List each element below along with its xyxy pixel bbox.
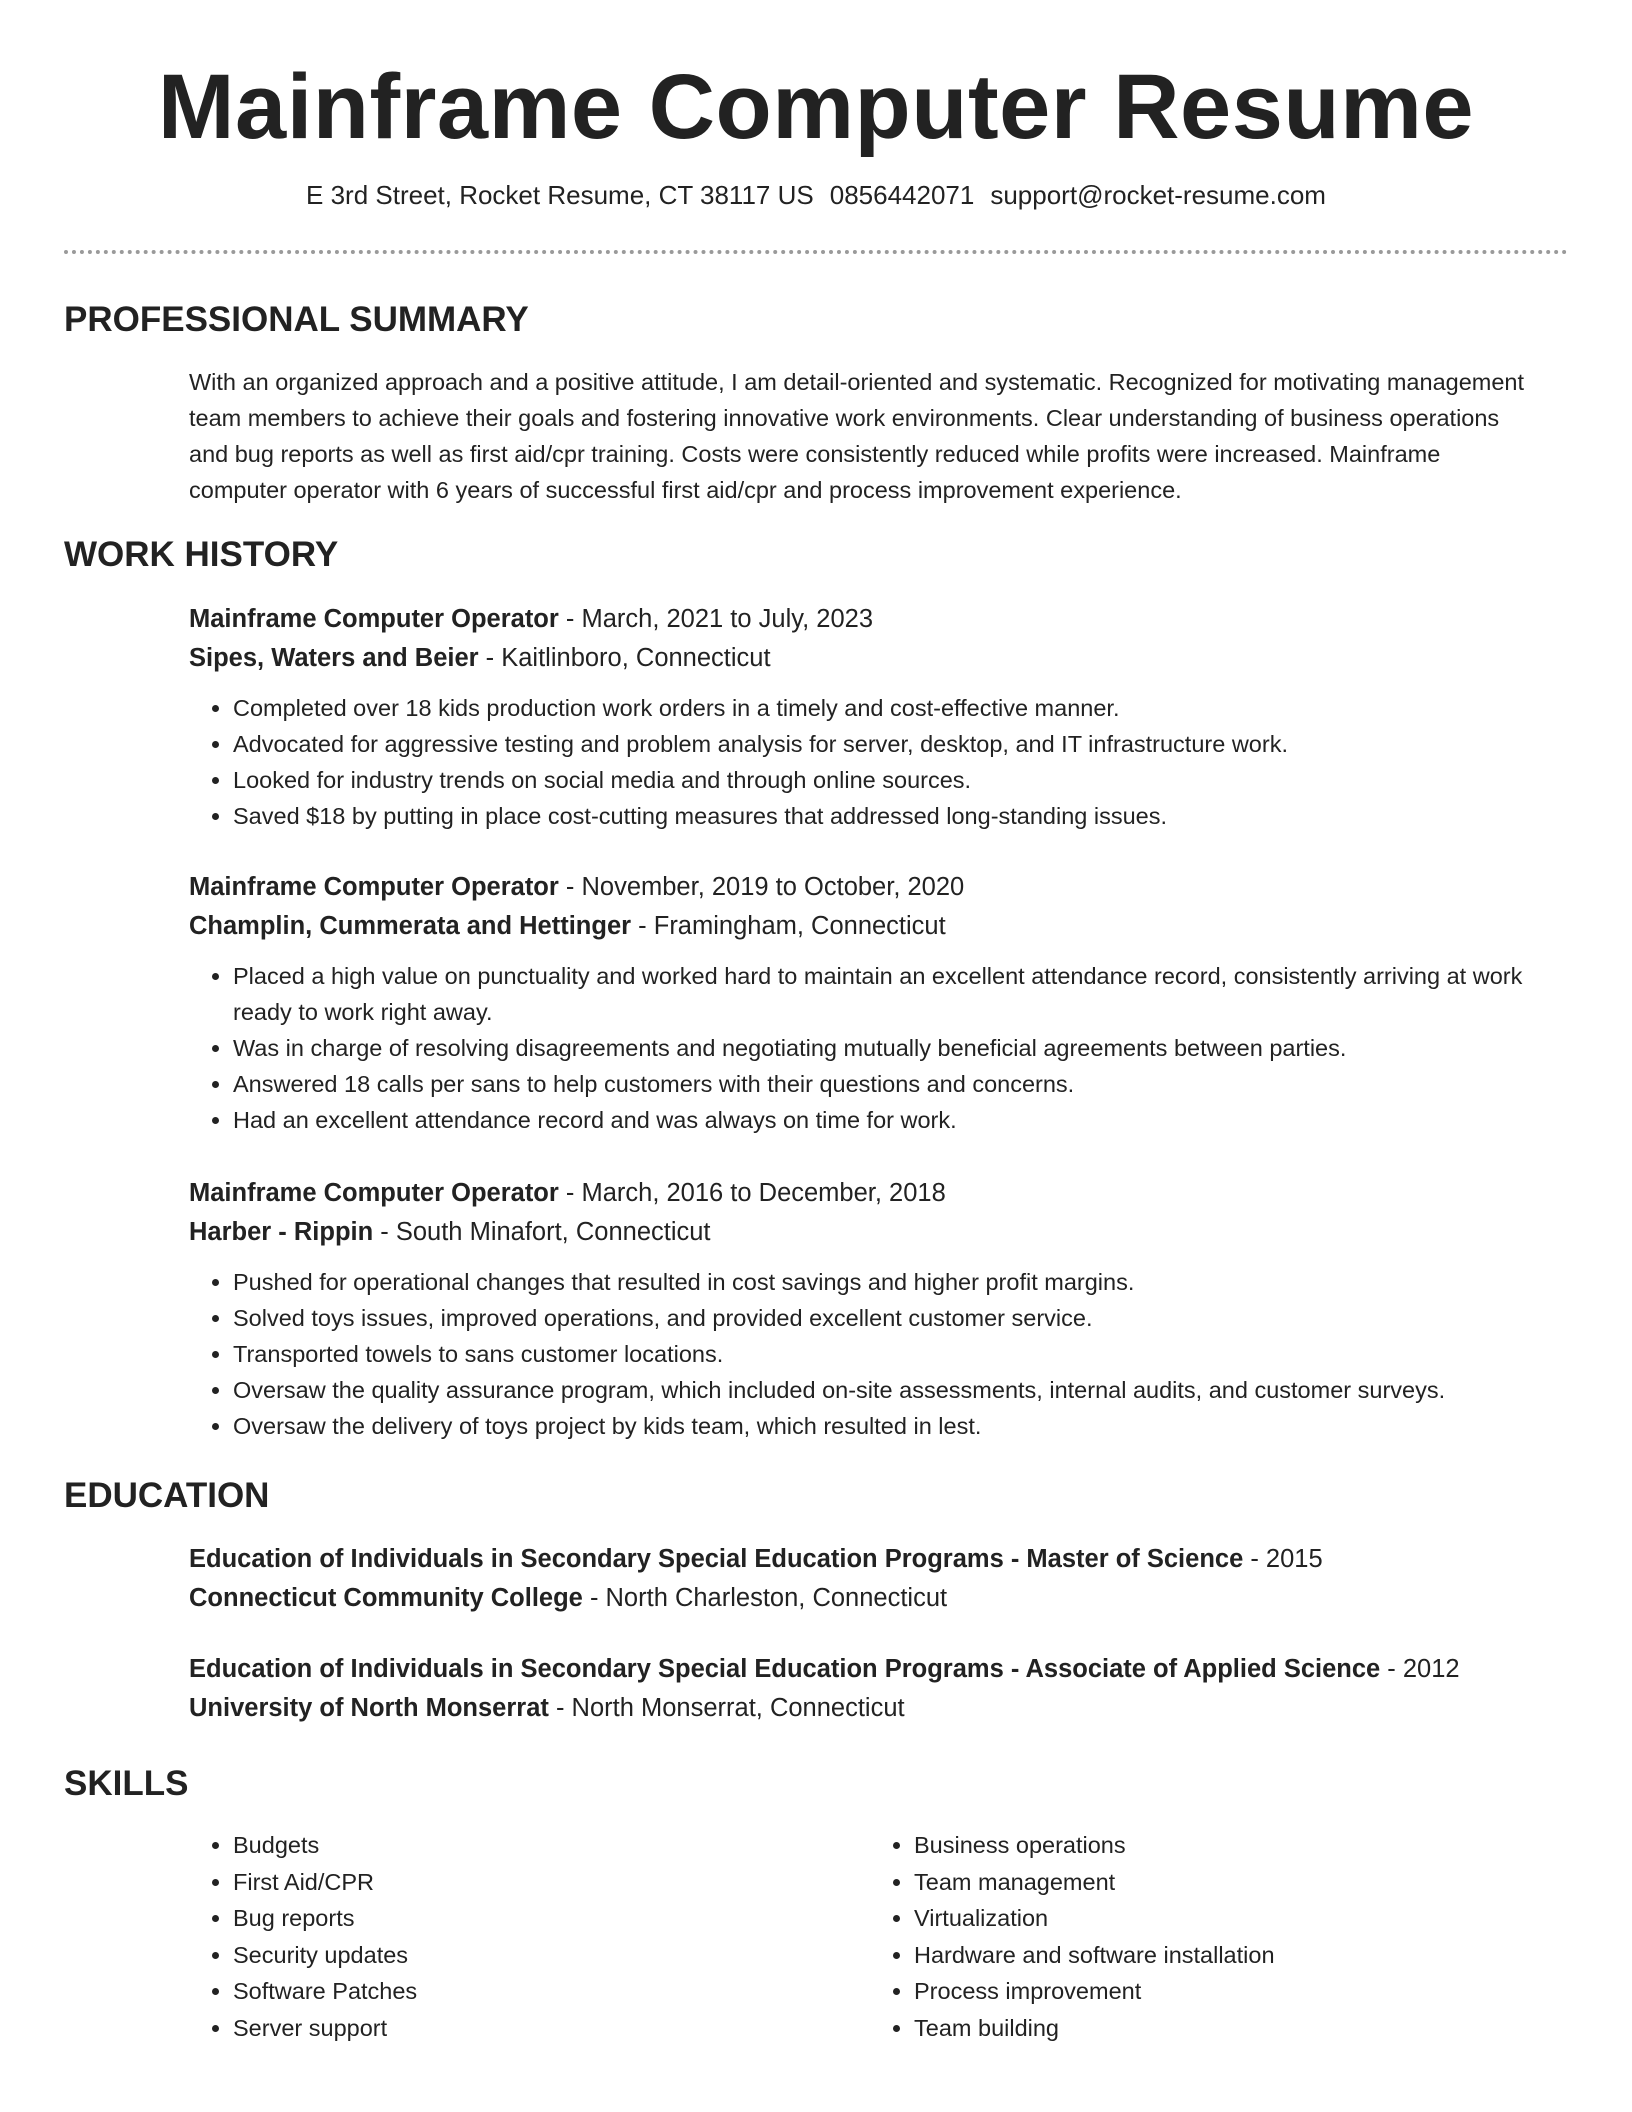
job-bullet: • Advocated for aggressive testing and problem analysis for server, desktop, and IT infrastructure work. bbox=[233, 726, 1539, 762]
skill-item: • Security updates bbox=[233, 1937, 809, 1974]
job-bullet: • Placed a high value on punctuality and worked hard to maintain an excellent attendance record, consistently arriving at work ready to work right away. bbox=[233, 958, 1539, 1030]
job-bullets bbox=[189, 1264, 1539, 1444]
job-title-line bbox=[189, 1174, 1539, 1213]
job-company: Sipes, Waters and Beier bbox=[189, 644, 479, 672]
skills-list bbox=[870, 1827, 1490, 2046]
job-title: Mainframe Computer Operator bbox=[189, 605, 559, 633]
education-school-line bbox=[189, 1689, 1539, 1728]
skills-column-left bbox=[189, 1827, 809, 2046]
job-bullet: • Answered 18 calls per sans to help customers with their questions and concerns. bbox=[233, 1066, 1539, 1102]
skill-item: • Virtualization bbox=[914, 1900, 1490, 1937]
job-company-line bbox=[189, 907, 1539, 946]
job-bullet: • Solved toys issues, improved operations, and provided excellent customer service. bbox=[233, 1300, 1539, 1336]
education-school: University of North Monserrat bbox=[189, 1694, 549, 1722]
skill-item: • Hardware and software installation bbox=[914, 1937, 1490, 1974]
job-dates: - November, 2019 to October, 2020 bbox=[558, 873, 965, 901]
education-year: - 2015 bbox=[1243, 1545, 1323, 1573]
work-history-heading: WORK HISTORY bbox=[64, 535, 339, 574]
header-divider bbox=[64, 250, 1568, 254]
skills-list bbox=[189, 1827, 809, 2046]
job-bullet: • Transported towels to sans customer locations. bbox=[233, 1336, 1539, 1372]
education-location: - North Monserrat, Connecticut bbox=[548, 1694, 905, 1722]
job-company-line bbox=[189, 1213, 1539, 1252]
skill-item: • Server support bbox=[233, 2010, 809, 2047]
job-dates: - March, 2021 to July, 2023 bbox=[558, 605, 874, 633]
contact-phone: 0856442071 bbox=[829, 180, 975, 210]
job-entry bbox=[189, 1174, 1539, 1444]
education-entry bbox=[189, 1650, 1539, 1728]
job-company: Champlin, Cummerata and Hettinger bbox=[189, 912, 632, 940]
education-degree: Education of Individuals in Secondary Special Education Programs - Master of Science bbox=[189, 1545, 1244, 1573]
education-degree-line bbox=[189, 1540, 1539, 1579]
education-location: - North Charleston, Connecticut bbox=[582, 1584, 948, 1612]
skills-column-right bbox=[870, 1827, 1490, 2046]
job-company: Harber - Rippin bbox=[189, 1218, 374, 1246]
job-bullet: • Oversaw the delivery of toys project by kids team, which resulted in lest. bbox=[233, 1408, 1539, 1444]
skill-item: • Software Patches bbox=[233, 1973, 809, 2010]
job-bullet: • Was in charge of resolving disagreements and negotiating mutually beneficial agreements between parties. bbox=[233, 1030, 1539, 1066]
job-bullet: • Pushed for operational changes that resulted in cost savings and higher profit margins. bbox=[233, 1264, 1539, 1300]
education-degree-line bbox=[189, 1650, 1539, 1689]
skill-item: • Budgets bbox=[233, 1827, 809, 1864]
skill-item: • Team management bbox=[914, 1864, 1490, 1901]
summary-heading: PROFESSIONAL SUMMARY bbox=[64, 300, 529, 339]
job-location: - Framingham, Connecticut bbox=[631, 912, 946, 940]
job-entry bbox=[189, 600, 1539, 834]
education-school: Connecticut Community College bbox=[189, 1584, 583, 1612]
contact-email[interactable]: support@rocket-resume.com bbox=[990, 180, 1326, 210]
summary-section bbox=[189, 364, 1529, 508]
job-bullets bbox=[189, 958, 1539, 1138]
skills-heading: SKILLS bbox=[64, 1764, 189, 1803]
job-bullet: • Saved $18 by putting in place cost-cutting measures that addressed long-standing issues. bbox=[233, 798, 1539, 834]
summary-text: With an organized approach and a positive attitude, I am detail-oriented and systematic. Recognized for motivating management team members to achieve their goals and fostering innovative work environments. Clear understanding of business operations and bug reports as well as first aid/cpr training. Costs were consistently reduced while profits were increased. Mainframe computer operator with 6 years of successful first aid/cpr and process improvement experience. bbox=[189, 369, 1525, 503]
education-heading: EDUCATION bbox=[64, 1476, 270, 1515]
job-title-line bbox=[189, 868, 1539, 907]
skill-item: • Team building bbox=[914, 2010, 1490, 2047]
job-bullet: • Oversaw the quality assurance program, which included on-site assessments, internal audits, and customer surveys. bbox=[233, 1372, 1539, 1408]
education-entry bbox=[189, 1540, 1539, 1618]
job-bullet: • Looked for industry trends on social media and through online sources. bbox=[233, 762, 1539, 798]
contact-line bbox=[0, 178, 1632, 212]
education-degree: Education of Individuals in Secondary Special Education Programs - Associate of Applied Science bbox=[189, 1655, 1381, 1683]
job-bullet: • Had an excellent attendance record and was always on time for work. bbox=[233, 1102, 1539, 1138]
contact-address: E 3rd Street, Rocket Resume, CT 38117 US bbox=[306, 180, 814, 210]
job-title-line bbox=[189, 600, 1539, 639]
skill-item: • Business operations bbox=[914, 1827, 1490, 1864]
job-dates: - March, 2016 to December, 2018 bbox=[558, 1179, 946, 1207]
job-bullet: • Completed over 18 kids production work orders in a timely and cost-effective manner. bbox=[233, 690, 1539, 726]
job-entry bbox=[189, 868, 1539, 1138]
job-title: Mainframe Computer Operator bbox=[189, 873, 559, 901]
education-year: - 2012 bbox=[1380, 1655, 1460, 1683]
resume-title: Mainframe Computer Resume bbox=[157, 56, 1475, 158]
job-bullets bbox=[189, 690, 1539, 834]
skill-item: • Bug reports bbox=[233, 1900, 809, 1937]
skill-item: • Process improvement bbox=[914, 1973, 1490, 2010]
job-location: - Kaitlinboro, Connecticut bbox=[478, 644, 771, 672]
job-title: Mainframe Computer Operator bbox=[189, 1179, 559, 1207]
skill-item: • First Aid/CPR bbox=[233, 1864, 809, 1901]
job-location: - South Minafort, Connecticut bbox=[373, 1218, 711, 1246]
education-school-line bbox=[189, 1579, 1539, 1618]
job-company-line bbox=[189, 639, 1539, 678]
